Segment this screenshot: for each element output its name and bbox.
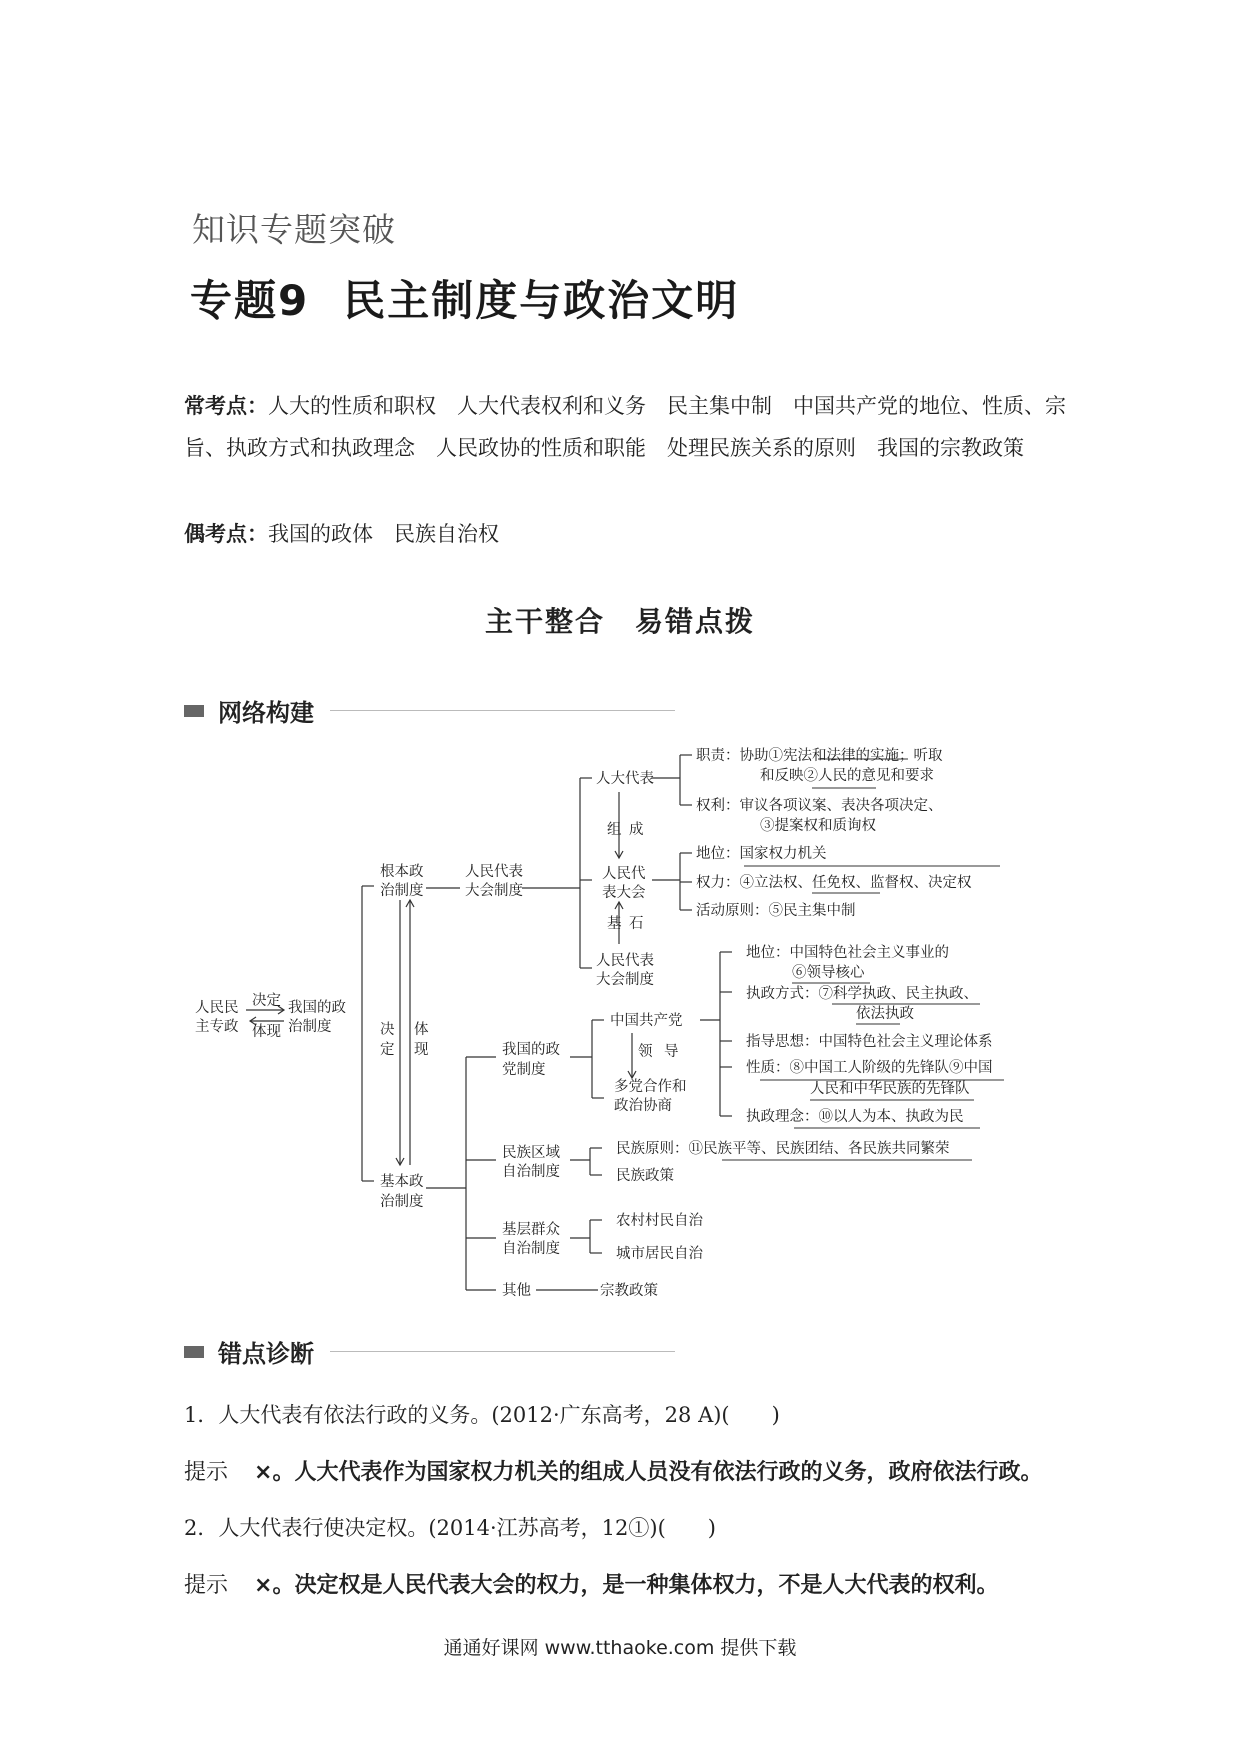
frequent-label: 常考点： bbox=[184, 394, 268, 418]
footer: 通通好课网 www.tthaoke.com 提供下载 bbox=[443, 1637, 797, 1659]
ethnic-policy: 民族政策 bbox=[616, 1168, 674, 1184]
religion-policy: 宗教政策 bbox=[600, 1283, 658, 1299]
cpc-status-2: ⑥领导核心 bbox=[792, 965, 865, 981]
node-npc-system-2: 大会制度 bbox=[465, 883, 523, 899]
npc-power: 权力：④立法权、任免权、监督权、决定权 bbox=[696, 875, 972, 891]
section-title: 主干整合 易错点拨 bbox=[484, 605, 755, 638]
node-npc-system-3: 人民代表 bbox=[596, 953, 654, 969]
question-2: 2．人大代表行使决定权。(2014·江苏高考，12①)( ) bbox=[184, 1516, 716, 1540]
hint-2-text: ×。决定权是人民代表大会的权力，是一种集体权力，不是人大代表的权利。 bbox=[254, 1573, 999, 1598]
question-1: 1．人大代表有依法行政的义务。(2012·广东高考，28 A)( ) bbox=[184, 1403, 780, 1427]
hint-1 bbox=[184, 1455, 1042, 1486]
deputy-duty-1: 职责：协助①宪法和法律的实施；听取 bbox=[696, 748, 943, 764]
label-decide-2: 定 bbox=[380, 1042, 395, 1058]
label-lead-2: 导 bbox=[664, 1044, 679, 1060]
frequent-text: 人大的性质和职权 人大代表权利和义务 民主集中制 中国共产党的地位、性质、宗旨、执政方式和执政理念 人民政协的性质和职能 处理民族关系的原则 我国的宗教政策 bbox=[184, 394, 1066, 460]
node-other: 其他 bbox=[502, 1283, 531, 1299]
deputy-right-1: 权利：审议各项议案、表决各项决定、 bbox=[696, 798, 943, 814]
deputy-duty-2: 和反映②人民的意见和要求 bbox=[760, 768, 934, 784]
hint-1-key: 提示 bbox=[184, 1460, 229, 1485]
cpc-idea: 执政理念：⑩以人为本、执政为民 bbox=[746, 1109, 964, 1125]
node-political-system-2: 治制度 bbox=[288, 1019, 332, 1035]
node-people-democracy-2: 主专政 bbox=[195, 1019, 239, 1035]
hint-1-text: ×。人大代表作为国家权力机关的组成人员没有依法行政的义务，政府依法行政。 bbox=[254, 1460, 1043, 1485]
node-basic-1: 基本政 bbox=[380, 1174, 424, 1190]
node-npc-2: 表大会 bbox=[602, 885, 646, 901]
label-compose-2: 成 bbox=[629, 822, 644, 838]
label-compose-1: 组 bbox=[607, 822, 622, 838]
hint-2 bbox=[184, 1568, 998, 1599]
label-embody-1: 体 bbox=[414, 1022, 429, 1038]
node-fundamental-1: 根本政 bbox=[380, 864, 424, 880]
node-npc-system-1: 人民代表 bbox=[465, 864, 523, 880]
node-ethnic-1: 民族区域 bbox=[502, 1145, 560, 1161]
node-political-system-1: 我国的政 bbox=[288, 1000, 346, 1016]
ethnic-principle: 民族原则：⑪民族平等、民族团结、各民族共同繁荣 bbox=[616, 1141, 950, 1157]
topic-title: 民主制度与政治文明 bbox=[343, 276, 740, 325]
occasional-text: 我国的政体 民族自治权 bbox=[268, 522, 499, 546]
occasional-label: 偶考点： bbox=[184, 522, 268, 546]
node-ethnic-2: 自治制度 bbox=[502, 1164, 560, 1180]
label-lead-1: 领 bbox=[638, 1044, 653, 1060]
node-people-democracy-1: 人民民 bbox=[195, 1000, 239, 1016]
npc-principle: 活动原则：⑤民主集中制 bbox=[696, 903, 856, 919]
label-base-2: 石 bbox=[629, 916, 644, 932]
node-fundamental-2: 治制度 bbox=[380, 883, 424, 899]
urban-autonomy: 城市居民自治 bbox=[616, 1246, 703, 1262]
label-decide-1: 决 bbox=[380, 1022, 395, 1038]
network-heading-text: 网络构建 bbox=[218, 699, 314, 727]
topic-number: 专题9 bbox=[190, 276, 310, 325]
cpc-nature-1: 性质：⑧中国工人阶级的先锋队⑨中国 bbox=[746, 1060, 993, 1076]
node-mpc-1: 多党合作和 bbox=[614, 1079, 687, 1095]
hint-2-key: 提示 bbox=[184, 1573, 229, 1598]
node-grassroots-1: 基层群众 bbox=[502, 1222, 560, 1238]
node-npc-system-4: 大会制度 bbox=[596, 972, 654, 988]
label-decide-small: 决定 bbox=[252, 993, 281, 1009]
cpc-nature-2: 人民和中华民族的先锋队 bbox=[810, 1081, 970, 1097]
node-deputy: 人大代表 bbox=[596, 771, 654, 787]
cpc-status-1: 地位：中国特色社会主义事业的 bbox=[746, 945, 949, 961]
cpc-guide: 指导思想：中国特色社会主义理论体系 bbox=[746, 1034, 993, 1050]
heading-marker bbox=[184, 1346, 204, 1358]
series-label: 知识专题突破 bbox=[192, 210, 396, 249]
errors-heading-text: 错点诊断 bbox=[218, 1340, 314, 1368]
errors-heading bbox=[184, 1334, 675, 1369]
node-cpc: 中国共产党 bbox=[610, 1013, 683, 1029]
cpc-way-1: 执政方式：⑦科学执政、民主执政、 bbox=[746, 986, 978, 1002]
label-embody-small: 体现 bbox=[252, 1024, 281, 1040]
node-mpc-2: 政治协商 bbox=[614, 1098, 672, 1114]
node-basic-2: 治制度 bbox=[380, 1194, 424, 1210]
village-autonomy: 农村村民自治 bbox=[616, 1213, 703, 1229]
deputy-right-2: ③提案权和质询权 bbox=[760, 818, 876, 834]
cpc-way-2: 依法执政 bbox=[856, 1006, 914, 1022]
heading-rule bbox=[330, 1351, 675, 1352]
node-grassroots-2: 自治制度 bbox=[502, 1241, 560, 1257]
label-base-1: 基 bbox=[607, 916, 622, 932]
npc-status: 地位：国家权力机关 bbox=[696, 846, 827, 862]
node-party-system-2: 党制度 bbox=[502, 1062, 546, 1078]
label-embody-2: 现 bbox=[414, 1042, 429, 1058]
node-party-system-1: 我国的政 bbox=[502, 1042, 560, 1058]
node-npc-1: 人民代 bbox=[602, 866, 646, 882]
